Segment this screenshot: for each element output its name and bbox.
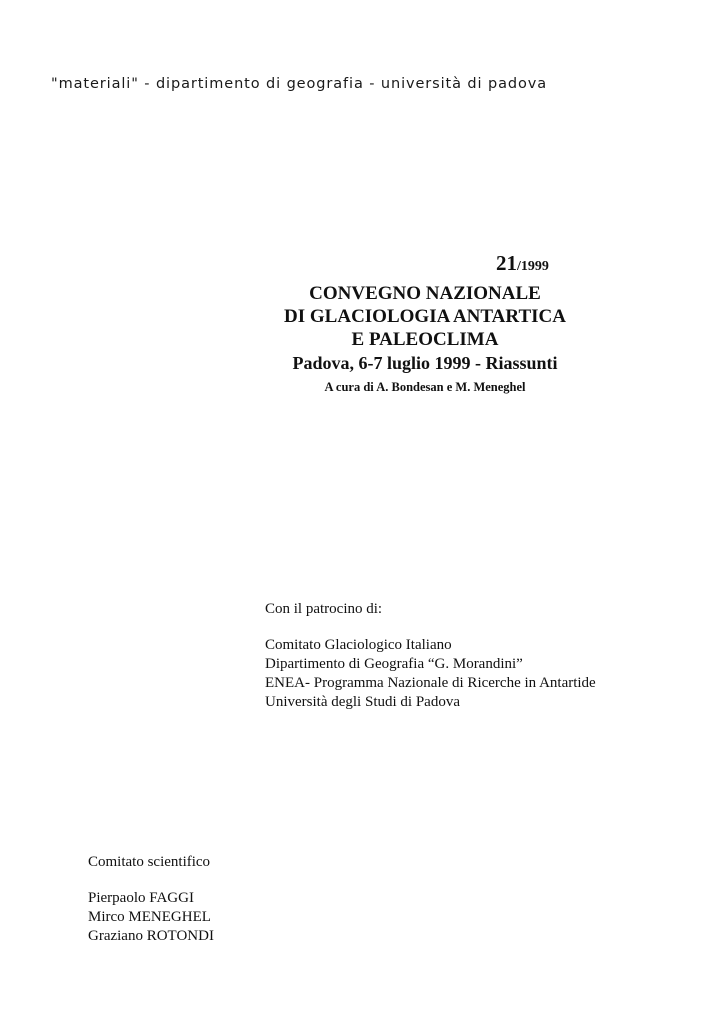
committee-member: Graziano ROTONDI	[88, 928, 214, 944]
issue-year: 1999	[520, 259, 549, 274]
title-line-3: E PALEOCLIMA	[351, 329, 499, 350]
scientific-committee	[88, 853, 214, 946]
title-line-2: DI GLACIOLOGIA ANTARTICA	[284, 306, 566, 327]
issue-separator: /	[517, 259, 521, 274]
patronage-intro: Con il patrocino di:	[265, 601, 383, 617]
committee-member: Mirco MENEGHEL	[88, 909, 211, 925]
patronage-item: Università degli Studi di Padova	[265, 694, 460, 710]
editors: A cura di A. Bondesan e M. Meneghel	[324, 380, 526, 394]
patronage-item: Dipartimento di Geografia “G. Morandini”	[265, 656, 523, 672]
title-block	[270, 282, 580, 399]
issue-number-value: 21	[496, 251, 517, 275]
issue-number	[496, 251, 549, 276]
patronage-item: ENEA- Programma Nazionale di Ricerche in Antartide	[265, 675, 596, 691]
patronage-section	[265, 600, 596, 712]
subtitle: Padova, 6-7 luglio 1999 - Riassunti	[292, 353, 558, 373]
patronage-item: Comitato Glaciologico Italiano	[265, 637, 452, 653]
title-line-1: CONVEGNO NAZIONALE	[309, 283, 541, 304]
series-header: "materiali" - dipartimento di geografia - università di padova	[51, 76, 548, 92]
committee-member: Pierpaolo FAGGI	[88, 890, 194, 906]
committee-heading: Comitato scientifico	[88, 854, 211, 870]
